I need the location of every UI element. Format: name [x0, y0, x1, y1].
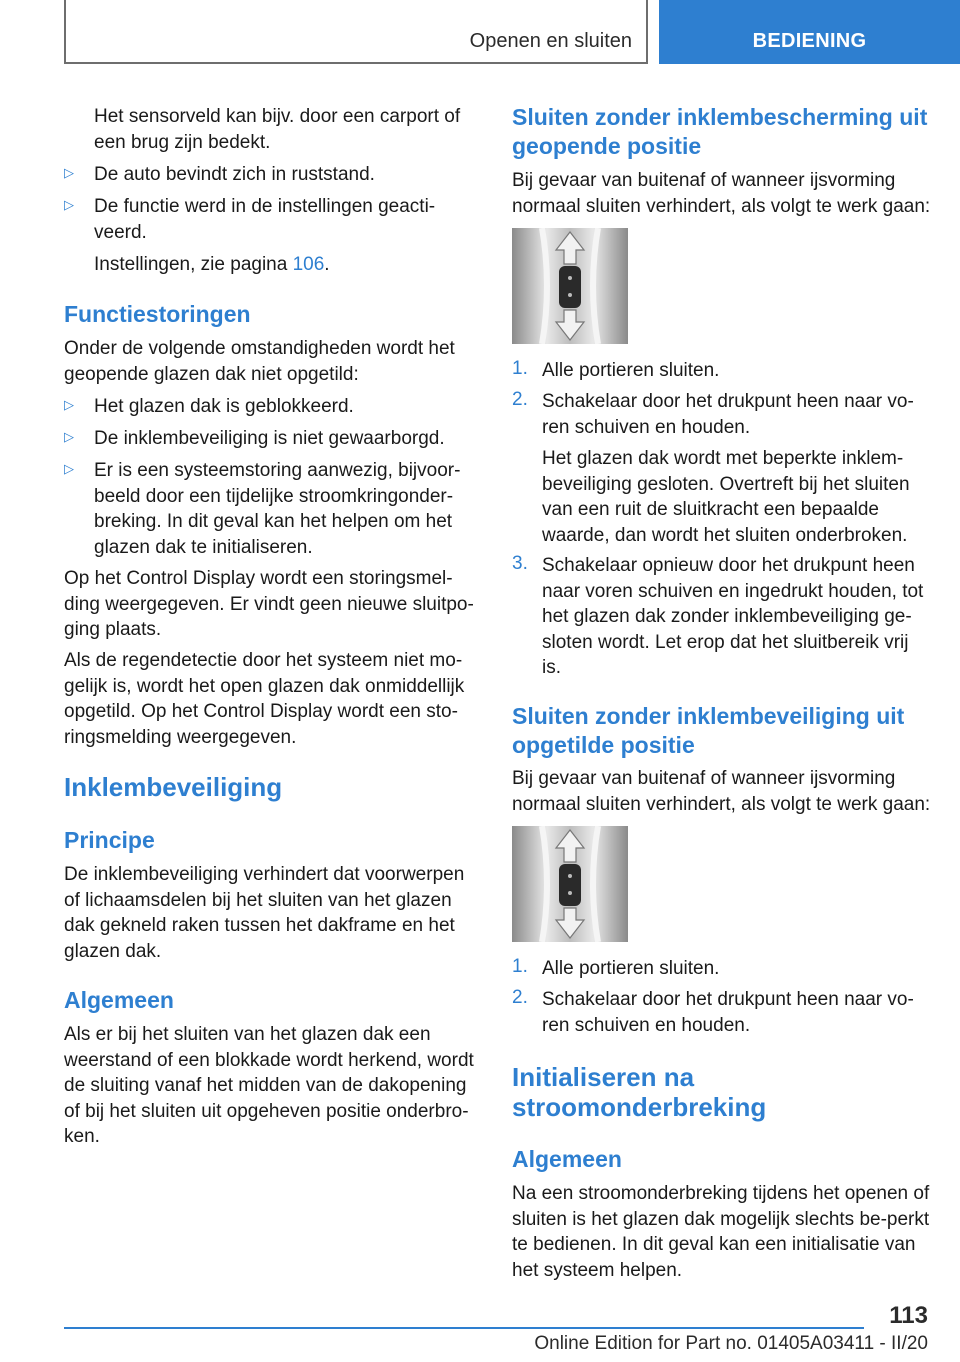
- step-item: [512, 956, 932, 982]
- triangle-bullet-icon: ▷: [64, 197, 74, 212]
- step-item: [512, 987, 932, 1038]
- principe-paragraph: De inklembeveiliging verhindert dat voorwerpen of lichaamsdelen bij het sluiten van het glazen dak gekneld raken tussen het dakframe en het glazen dak.: [64, 864, 465, 962]
- triangle-bullet-icon: ▷: [64, 461, 74, 476]
- page-link[interactable]: 106: [292, 254, 325, 275]
- list-item-text: De functie werd in de instellingen geacti-veerd.: [94, 196, 436, 243]
- step-text: Alle portieren sluiten.: [542, 360, 720, 381]
- list-item-text: Het glazen dak is geblokkeerd.: [94, 396, 354, 417]
- intro-paragraph-2: Bij gevaar van buitenaf of wanneer ijsvorming normaal sluiten verhindert, als volgt te werk gaan:: [512, 768, 931, 815]
- heading-sluiten-geopend: Sluiten zonder inklembescherming uit geopende positie: [512, 104, 928, 159]
- roof-switch-illustration: [512, 826, 628, 942]
- regendetectie-paragraph: Als de regendetectie door het systeem niet mo-gelijk is, wordt het open glazen dak onmiddellijk opgetild. Op het Control Display wordt een sto-ringsmelding weergegeven.: [64, 650, 465, 748]
- functie-intro: Onder de volgende omstandigheden wordt het geopende glazen dak niet opgetild:: [64, 338, 455, 385]
- step-note: Het glazen dak wordt met beperkte inklem-beveiliging gesloten. Overtreft bij het sluiten van een ruit de sluitkracht een bepaalde waarde, dan wordt het sluiten onderbroken.: [542, 448, 910, 546]
- section-title: Openen en sluiten: [469, 30, 632, 52]
- step-number: 1.: [512, 956, 528, 977]
- heading-principe: Principe: [64, 827, 155, 853]
- heading-functiestoringen: Functiestoringen: [64, 301, 251, 327]
- step-text: Schakelaar opnieuw door het drukpunt heen naar voren schuiven en ingedrukt houden, tot het glazen dak zonder inklembeveiliging ge-sloten wordt. Let erop dat het sluitbereik vrij is.: [542, 555, 924, 678]
- list-item-text: De inklembeveiliging is niet gewaarborgd.: [94, 428, 445, 449]
- chapter-tab: [659, 0, 960, 64]
- triangle-bullet-icon: ▷: [64, 165, 74, 180]
- step-item: [512, 553, 932, 681]
- triangle-bullet-icon: ▷: [64, 429, 74, 444]
- step-number: 3.: [512, 553, 528, 574]
- reference-end: .: [324, 254, 330, 275]
- heading-algemeen: Algemeen: [64, 987, 174, 1013]
- list-item: [64, 162, 480, 188]
- algemeen-paragraph: Als er bij het sluiten van het glazen dak een weerstand of een blokkade wordt herkend, wordt de sluiting vanaf het midden van de dakopening of bij het sluiten uit opgeheven positie onderbro-ken.: [64, 1024, 474, 1147]
- list-item-text: De auto bevindt zich in ruststand.: [94, 164, 375, 185]
- step-text: Alle portieren sluiten.: [542, 958, 720, 979]
- step-number: 2.: [512, 389, 528, 410]
- page-number: 113: [889, 1302, 928, 1329]
- heading-initialiseren: Initialiseren na stroomonderbreking: [512, 1062, 767, 1122]
- list-item: [64, 194, 480, 245]
- list-item-text: Er is een systeemstoring aanwezig, bijvoor-beeld door een tijdelijke stroomkringonder-breking. In dit geval kan het helpen om het glazen dak te initialiseren.: [94, 460, 461, 558]
- intro-paragraph-1: Bij gevaar van buitenaf of wanneer ijsvorming normaal sluiten verhindert, als volgt te werk gaan:: [512, 170, 931, 217]
- reference-text: Instellingen, zie pagina: [94, 254, 288, 275]
- triangle-bullet-icon: ▷: [64, 397, 74, 412]
- header-section-box: [64, 0, 648, 64]
- footer-edition: Online Edition for Part no. 01405A03411 - II/20: [534, 1333, 928, 1354]
- step-item: [512, 358, 932, 384]
- control-display-paragraph: Op het Control Display wordt een storingsmel-ding weergegeven. Er vindt geen nieuwe sluitpo-ging plaats.: [64, 568, 474, 640]
- step-number: 2.: [512, 987, 528, 1008]
- roof-switch-illustration: [512, 228, 628, 344]
- list-item: [64, 458, 480, 560]
- algemeen-right-paragraph: Na een stroomonderbreking tijdens het openen of sluiten is het glazen dak mogelijk slechts be-perkt te bedienen. In dit geval kan een initialisatie van het systeem helpen.: [512, 1183, 930, 1281]
- sensor-paragraph: Het sensorveld kan bijv. door een carport of een brug zijn bedekt.: [94, 106, 461, 153]
- step-item: [512, 389, 932, 440]
- chapter-title: BEDIENING: [752, 30, 867, 52]
- step-text: Schakelaar door het drukpunt heen naar vo-ren schuiven en houden.: [542, 391, 914, 438]
- heading-algemeen-right: Algemeen: [512, 1146, 622, 1172]
- list-item: [64, 426, 480, 452]
- step-text: Schakelaar door het drukpunt heen naar vo-ren schuiven en houden.: [542, 989, 914, 1036]
- heading-inklembeveiliging: Inklembeveiliging: [64, 772, 283, 802]
- page-reference: [64, 252, 480, 278]
- list-item: [64, 394, 480, 420]
- step-number: 1.: [512, 358, 528, 379]
- footer-divider: [64, 1327, 864, 1329]
- heading-sluiten-opgetild: Sluiten zonder inklembeveiliging uit opgetilde positie: [512, 703, 905, 758]
